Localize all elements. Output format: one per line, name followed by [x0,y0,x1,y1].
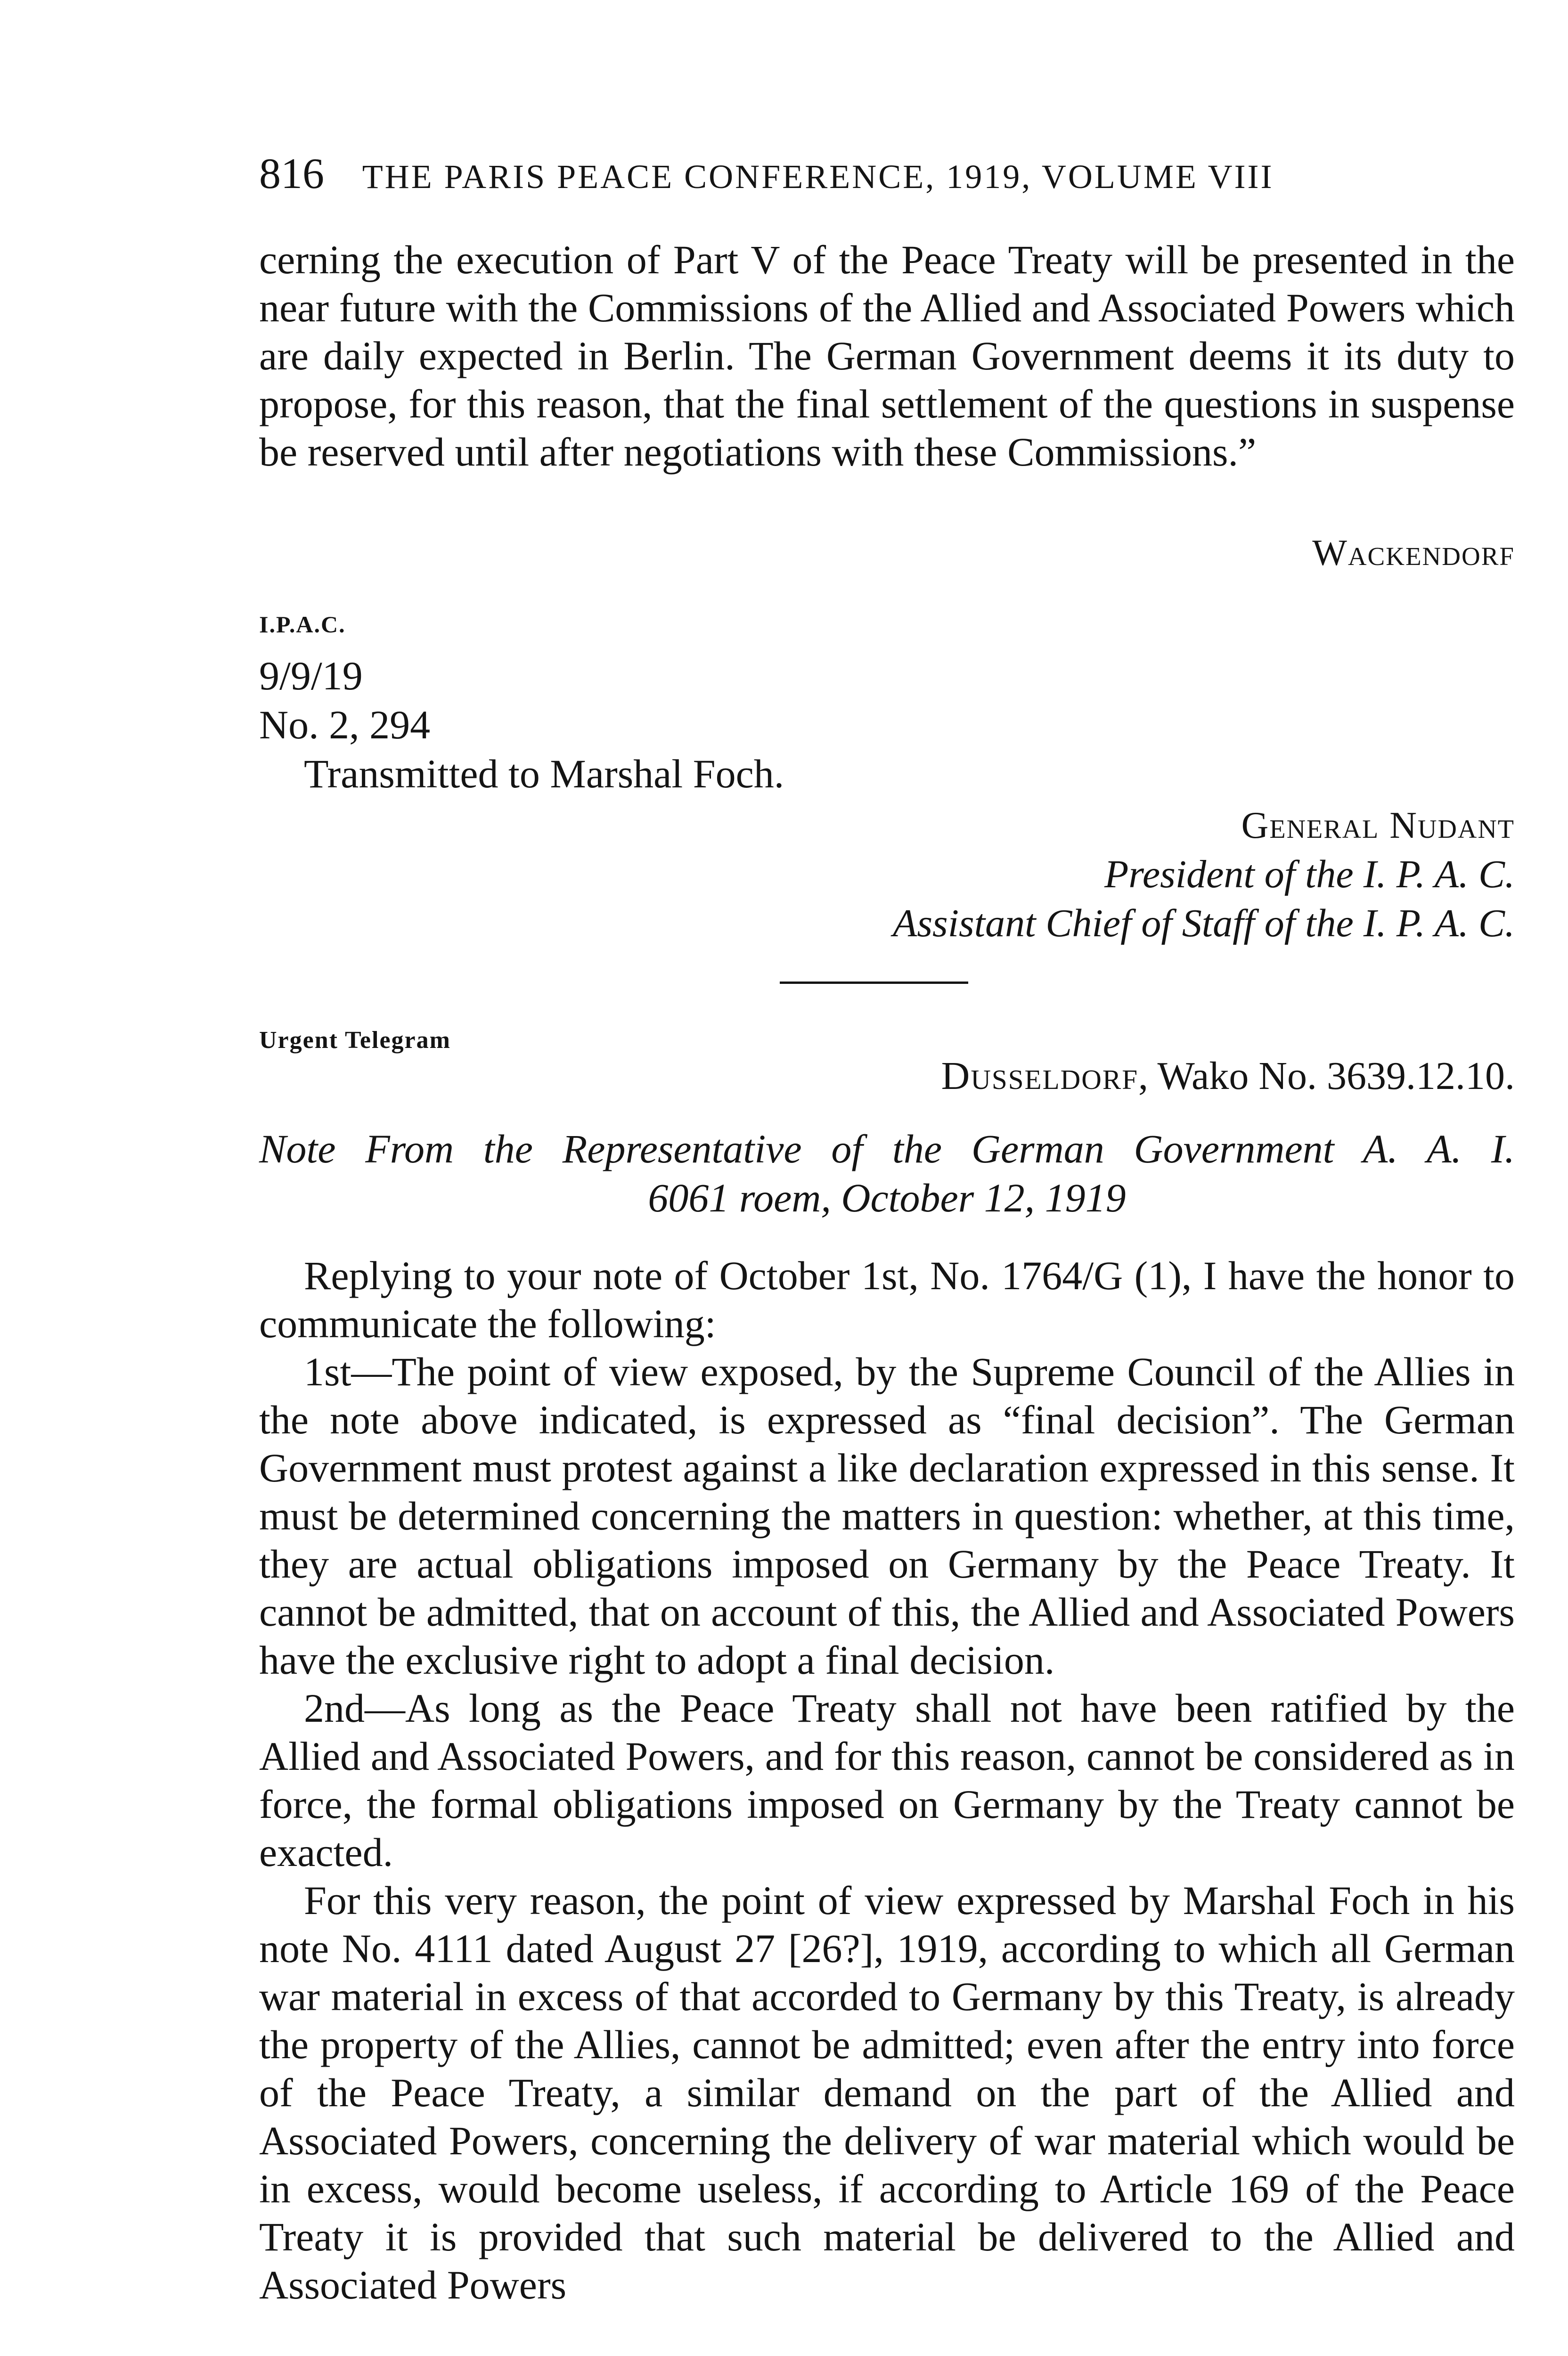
telegram-reference-block [259,1052,1515,1101]
page-header [259,148,1515,205]
ipac-number: No. 2, 294 [259,702,431,747]
ipac-block [259,608,1515,798]
body-paragraph: For this very reason, the point of view expressed by Marshal Foch in his note No. 4111 dated August 27 [26?], 1919, according to which all German war material in excess of that accorded to Germany by this Treaty, is already the property of the Allies, cannot be admitted; even after the entry into force of the Peace Treaty, a similar demand on the part of the Allied and Associated Powers, concerning the delivery of war material which would be in excess, would become useless, if according to Article 169 of the Peace Treaty it is provided that such material be delivered to the Allied and Associated Powers [259,1878,1515,2307]
body-paragraph: 2nd—As long as the Peace Treaty shall not have been ratified by the Allied and Associated Powers, and for this reason, cannot be considered as in force, the formal obligations imposed on Germany by the Treaty cannot be exacted. [259,1685,1515,1875]
signature-nudant-block [259,801,1515,948]
signature-wackendorf: Wackendorf [1312,532,1515,573]
signature-title-assistant: Assistant Chief of Staff of the I. P. A. C. [893,901,1515,945]
urgent-telegram-label: Urgent Telegram [259,1027,451,1054]
continuation-paragraph: cerning the execution of Part V of the Peace Treaty will be presented in the near future with the Commissions of the Allied and Associated Powers which are daily expected in Berlin. The German Government deems it its duty to propose, for this reason, that the final settlement of the questions in suspense be reserved until after negotiations with these Commissions.” [259,237,1515,474]
note-title-line-2: 6061 roem, October 12, 1919 [648,1175,1126,1220]
note-body [259,1252,1515,2309]
body-paragraph: Replying to your note of October 1st, No. 1764/G (1), I have the honor to communicate the following: [259,1253,1515,1346]
note-title-line-1: Note From the Representative of the German Government A. A. I. [259,1126,1515,1171]
top-paragraph-block [259,236,1515,476]
ipac-label: I.P.A.C. [259,611,346,638]
note-title-block [259,1124,1515,1222]
telegram-label-block [259,1026,1515,1054]
section-divider [780,982,968,984]
telegram-reference: , Wako No. 3639.12.10. [1138,1054,1515,1098]
telegram-place: Dusseldorf [941,1054,1139,1098]
ipac-date: 9/9/19 [259,653,363,698]
signature-nudant: General Nudant [1241,805,1515,846]
transmitted-line: Transmitted to Marshal Foch. [304,751,784,796]
body-paragraph: 1st—The point of view exposed, by the Supreme Council of the Allies in the note above indicated, is expressed as “final decision”. The German Government must protest against a like declaration expressed in this sense. It must be determined concerning the matters in question: whether, at this time, they are actual obligations imposed on Germany by the Peace Treaty. It cannot be admitted, that on account of this, the Allied and Associated Powers have the exclusive right to adopt a final decision. [259,1349,1515,1683]
page-number: 816 [259,149,324,197]
running-title: THE PARIS PEACE CONFERENCE, 1919, VOLUME VIII [362,158,1274,196]
signature-title-president: President of the I. P. A. C. [1104,852,1515,896]
